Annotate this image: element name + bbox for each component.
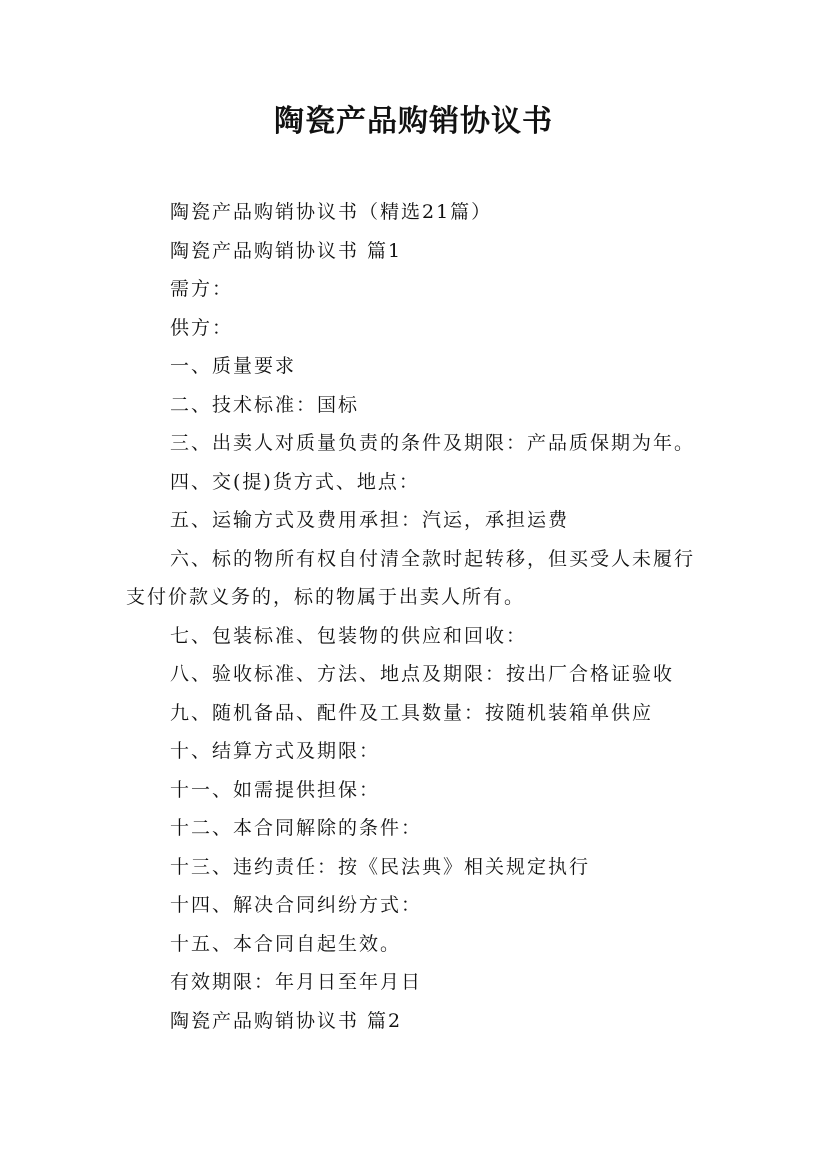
paragraph-clause-7: 七、包装标准、包装物的供应和回收： bbox=[170, 624, 528, 647]
paragraph-collection-title: 陶瓷产品购销协议书（精选21篇） bbox=[170, 201, 493, 223]
paragraph-section-2-heading: 陶瓷产品购销协议书 篇2 bbox=[170, 1009, 403, 1032]
paragraph-clause-3: 三、出卖人对质量负责的条件及期限：产品质保期为年。 bbox=[170, 432, 696, 454]
paragraph-clause-4: 四、交(提)货方式、地点： bbox=[170, 470, 420, 493]
paragraph-clause-12: 十二、本合同解除的条件： bbox=[170, 817, 423, 839]
paragraph-clause-9: 九、随机备品、配件及工具数量：按随机装箱单供应 bbox=[170, 701, 654, 724]
paragraph-clause-1: 一、质量要求 bbox=[170, 355, 297, 377]
paragraph-validity: 有效期限：年月日至年月日 bbox=[170, 971, 423, 993]
paragraph-clause-2: 二、技术标准：国标 bbox=[170, 393, 360, 416]
document-body bbox=[126, 193, 706, 1040]
paragraph-buyer: 需方： bbox=[170, 278, 234, 300]
paragraph-seller: 供方： bbox=[170, 316, 234, 339]
paragraph-clause-5: 五、运输方式及费用承担：汽运，承担运费 bbox=[170, 509, 570, 531]
document-title: 陶瓷产品购销协议书 bbox=[274, 104, 553, 139]
paragraph-clause-14: 十四、解决合同纠纷方式： bbox=[170, 894, 423, 916]
paragraph-clause-10: 十、结算方式及期限： bbox=[170, 740, 381, 762]
paragraph-clause-15: 十五、本合同自起生效。 bbox=[170, 932, 402, 955]
paragraph-clause-8: 八、验收标准、方法、地点及期限：按出厂合格证验收 bbox=[170, 663, 675, 685]
paragraph-clause-6: 六、标的物所有权自付清全款时起转移，但买受人未履行支付价款义务的，标的物属于出卖人所有。 bbox=[126, 547, 696, 608]
paragraph-clause-11: 十一、如需提供担保： bbox=[170, 778, 381, 801]
paragraph-clause-13: 十三、违约责任：按《民法典》相关规定执行 bbox=[170, 855, 591, 878]
paragraph-section-1-heading: 陶瓷产品购销协议书 篇1 bbox=[170, 239, 403, 262]
